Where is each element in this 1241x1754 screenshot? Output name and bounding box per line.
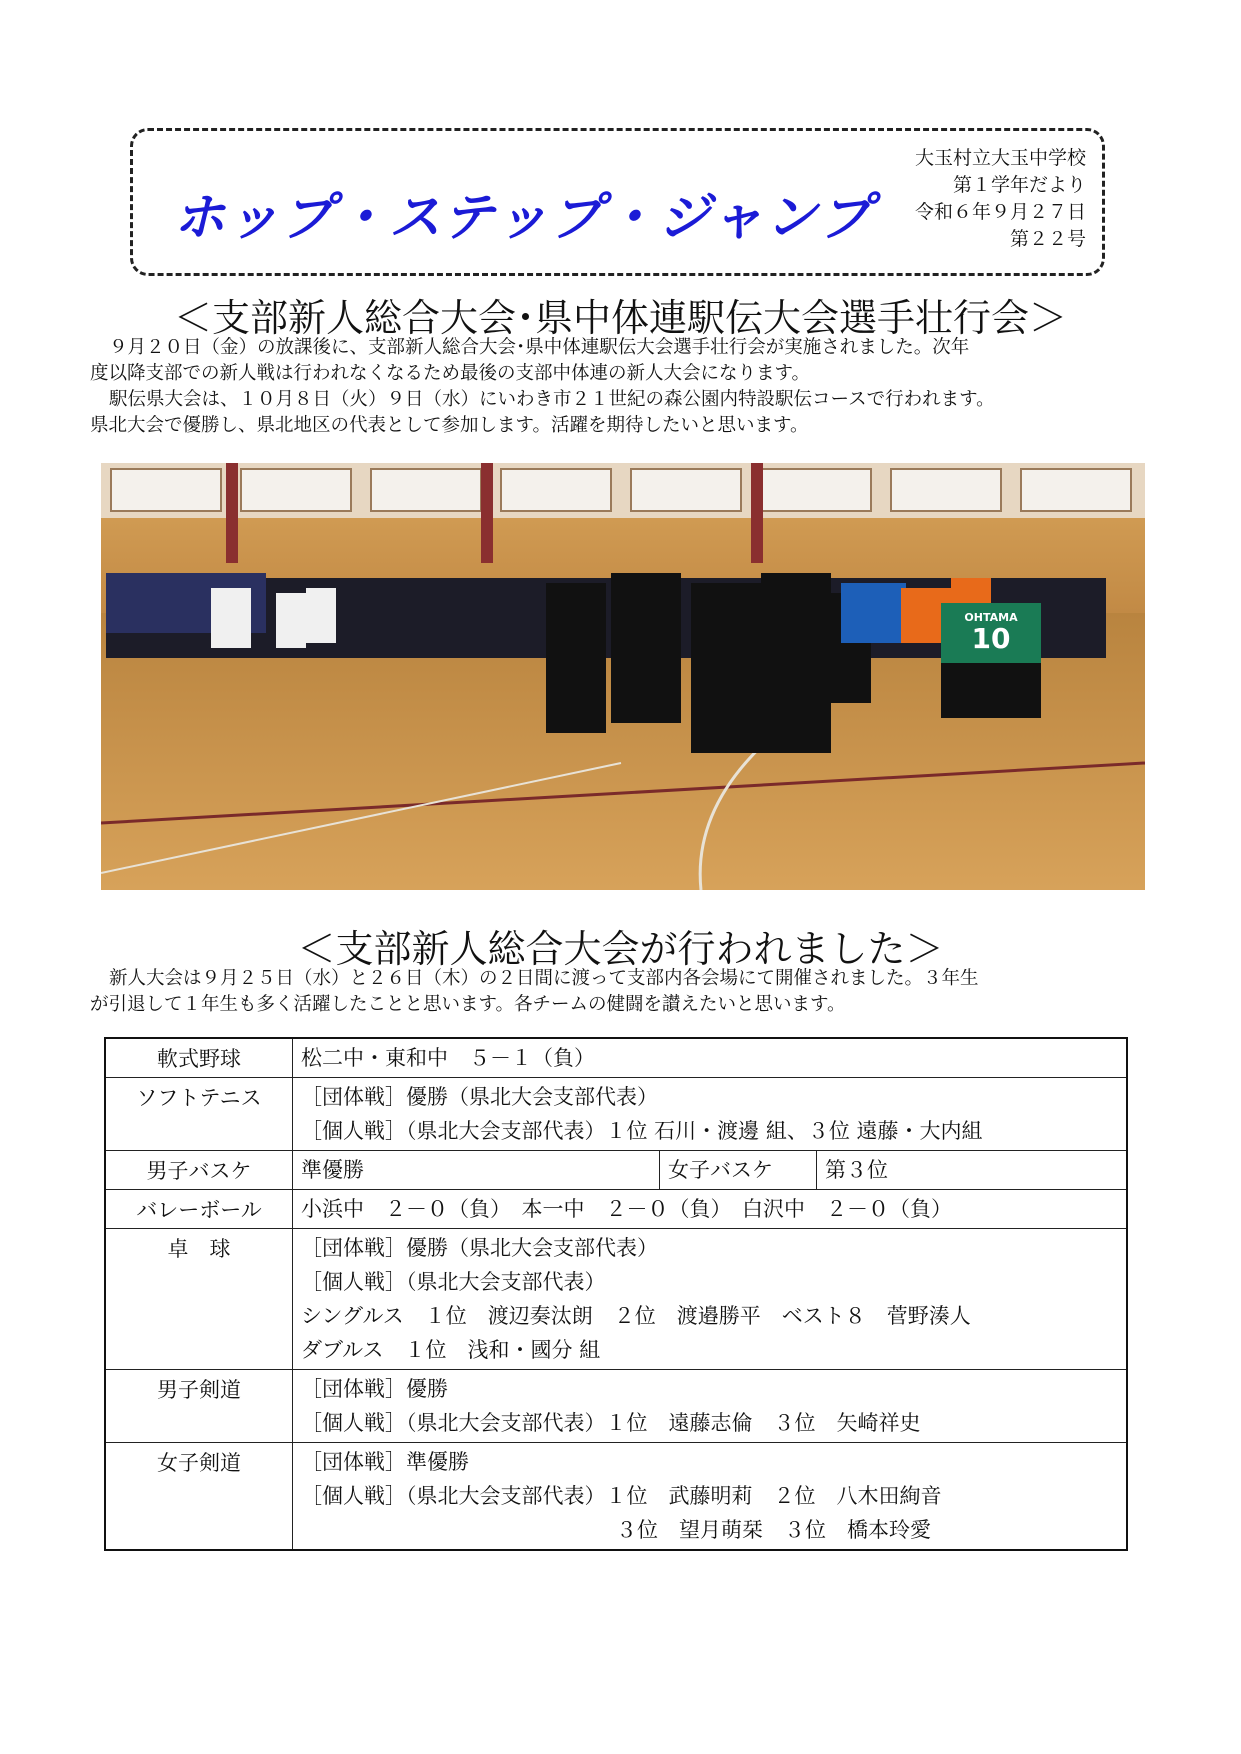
result-line: ［団体戦］優勝（県北大会支部代表） <box>301 1085 658 1109</box>
header-info <box>915 145 1086 253</box>
result-line: ［個人戦］（県北大会支部代表）１位 遠藤志倫 ３位 矢崎祥史 <box>301 1411 921 1435</box>
results-category: 男子バスケ <box>105 1151 293 1190</box>
table-row <box>105 1443 1127 1551</box>
gym-photo <box>101 463 1145 890</box>
results-category: 女子剣道 <box>105 1443 293 1551</box>
table-row <box>105 1229 1127 1370</box>
section1-para1-line2: 度以降支部での新人戦は行われなくなるため最後の支部中体連の新人大会になります。 <box>90 363 811 384</box>
section2-para-line2: が引退して１年生も多く活躍したことと思います。各チームの健闘を讃えたいと思います。 <box>90 994 846 1015</box>
result-line: ［団体戦］優勝（県北大会支部代表） <box>301 1236 658 1260</box>
jersey-number: 10 <box>971 622 1011 655</box>
result-line: 準優勝 <box>301 1158 364 1182</box>
results-category: 卓 球 <box>105 1229 293 1370</box>
section2-para-line1: 新人大会は９月２５日（水）と２６日（木）の２日間に渡って支部内各会場にて開催されました。３年生 <box>109 968 979 989</box>
issue-date: 令和６年９月２７日 <box>914 201 1086 223</box>
school-name: 大玉村立大玉中学校 <box>914 147 1086 169</box>
newsletter-title: ホップ・ステップ・ジャンプ <box>173 188 873 248</box>
section1-text <box>90 335 1150 439</box>
newsletter-name: 第１学年だより <box>952 174 1086 196</box>
jersey-text: OHTAMA <box>964 611 1018 624</box>
results-detail <box>293 1229 1128 1370</box>
results-category: バレーボール <box>105 1190 293 1229</box>
result-line: ［個人戦］（県北大会支部代表）１位 石川・渡邊 組、３位 遠藤・大内組 <box>301 1119 983 1143</box>
results-detail <box>293 1443 1128 1551</box>
section2-heading: ＜支部新人総合大会が行われました＞ <box>297 927 944 971</box>
results-detail-secondary <box>817 1151 1128 1190</box>
result-line: ダブルス １位 浅和・國分 組 <box>301 1338 601 1362</box>
issue-number: 第２２号 <box>1009 228 1086 250</box>
results-category: 男子剣道 <box>105 1370 293 1443</box>
result-line: ［団体戦］優勝 <box>301 1377 448 1401</box>
results-detail <box>293 1078 1128 1151</box>
section1-para2-line1: 駅伝県大会は、１０月８日（火）９日（水）にいわき市２１世紀の森公園内特設駅伝コースで行われます。 <box>109 389 995 410</box>
results-detail <box>293 1038 1128 1078</box>
table-row <box>105 1370 1127 1443</box>
result-line: 松二中・東和中 ５－１（負） <box>301 1046 595 1070</box>
section2-text <box>90 966 1150 1018</box>
results-detail <box>293 1370 1128 1443</box>
result-line: 小浜中 ２－０（負） 本一中 ２－０（負） 白沢中 ２－０（負） <box>301 1197 952 1221</box>
table-row <box>105 1190 1127 1229</box>
result-line: 女子バスケ <box>668 1158 773 1182</box>
result-line: シングルス １位 渡辺奏汰朗 ２位 渡邉勝平 ベスト８ 菅野湊人 <box>301 1304 971 1328</box>
newsletter-header <box>130 128 1105 276</box>
table-row <box>105 1078 1127 1151</box>
table-row <box>105 1038 1127 1078</box>
result-line: 第３位 <box>825 1158 888 1182</box>
results-table <box>104 1037 1128 1551</box>
results-category-secondary <box>660 1151 817 1190</box>
results-detail <box>293 1190 1128 1229</box>
result-line: ［個人戦］（県北大会支部代表）１位 武藤明莉 ２位 八木田絢音 <box>301 1484 942 1508</box>
section1-para1-line1: ９月２０日（金）の放課後に、支部新人総合大会･県中体連駅伝大会選手壮行会が実施されました。次年 <box>109 337 970 358</box>
results-detail <box>293 1151 660 1190</box>
section1-para2-line2: 県北大会で優勝し、県北地区の代表として参加します。活躍を期待したいと思います。 <box>90 415 809 436</box>
result-line: ［団体戦］準優勝 <box>301 1450 469 1474</box>
results-category: 軟式野球 <box>105 1038 293 1078</box>
result-line: ［個人戦］（県北大会支部代表） <box>301 1270 606 1294</box>
table-row <box>105 1151 1127 1190</box>
section1-heading: ＜支部新人総合大会･県中体連駅伝大会選手壮行会＞ <box>173 296 1067 340</box>
result-line: ３位 望月萌栞 ３位 橋本玲愛 <box>301 1518 931 1542</box>
results-category: ソフトテニス <box>105 1078 293 1151</box>
